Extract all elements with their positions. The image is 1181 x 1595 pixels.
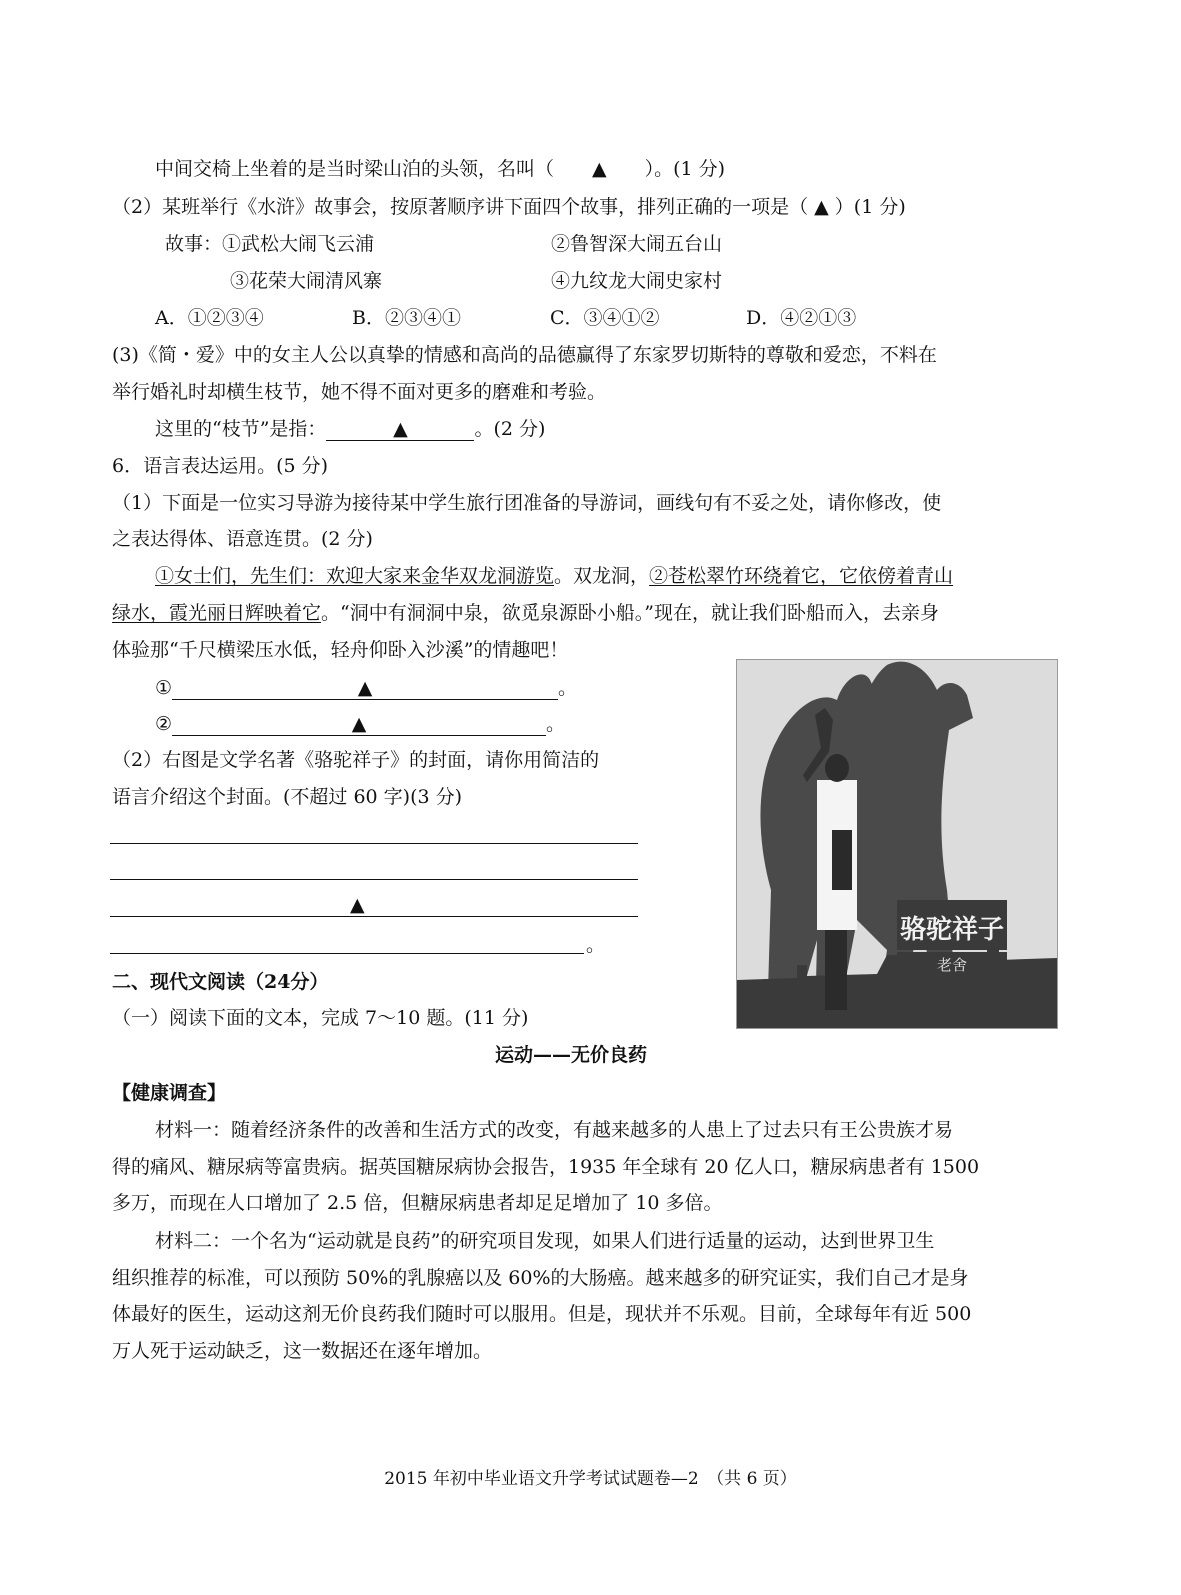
revision-2-blank[interactable]: [172, 713, 546, 736]
material2-line4: 万人死于运动缺乏，这一数据还在逐年增加。: [112, 1340, 493, 1362]
q5-part3-score: 。(2 分): [474, 418, 546, 440]
answer-triangle-2: ▲: [357, 677, 373, 699]
underlined-sentence-2b: 绿水，霞光丽日辉映着它: [112, 602, 322, 624]
q5-part3-line1: (3)《简・爱》中的女主人公以真挚的情感和高尚的品德赢得了东家罗切斯特的尊敬和爱恋，不料在: [112, 344, 937, 366]
answer-period: 。: [586, 934, 606, 956]
answer-line-3[interactable]: [110, 916, 638, 917]
answer-triangle-3: ▲: [351, 713, 367, 735]
answer-line-2[interactable]: [110, 879, 638, 880]
q5-part3-ask-text: 这里的“枝节”是指：: [155, 418, 327, 440]
page-footer: 2015 年初中毕业语文升学考试试题卷—2 （共 6 页）: [384, 1469, 797, 1489]
q6-title: 6．语言表达运用。(5 分): [112, 455, 329, 477]
answer-line-1[interactable]: [110, 843, 638, 844]
book-cover-image: [736, 659, 1058, 1029]
camel-figure-illustration: [737, 660, 1057, 1028]
answer-line-4[interactable]: [110, 953, 584, 954]
q5-line1: 中间交椅上坐着的是当时梁山泊的头领，名叫（ ▲ ）。(1 分): [155, 158, 726, 180]
revision-1-num: ①: [155, 677, 173, 699]
revision-1: [155, 676, 577, 700]
cover-title: 骆驼祥子: [899, 915, 1005, 945]
passage-line1: [155, 564, 953, 588]
story-label: 故事：: [165, 233, 223, 255]
cover-author: 老舍: [936, 956, 968, 974]
material1-line1: 材料一：随着经济条件的改善和生活方式的改变，有越来越多的人患上了过去只有王公贵族才易: [155, 1119, 954, 1141]
material1-line3: 多万，而现在人口增加了 2.5 倍，但糖尿病患者却足足增加了 10 多倍。: [112, 1192, 723, 1214]
material2-line2: 组织推荐的标准，可以预防 50%的乳腺癌以及 60%的大肠癌。越来越多的研究证实，我们自己才是身: [112, 1267, 969, 1289]
option-a: A．①②③④: [155, 307, 264, 329]
article-title: 运动——无价良药: [495, 1044, 648, 1066]
revision-1-period: 。: [558, 677, 578, 699]
underlined-sentence-2a: ②苍松翠竹环绕着它，它依傍着青山: [649, 565, 954, 587]
answer-triangle-4: ▲: [350, 894, 365, 916]
story-3: ③花荣大闹清风寨: [230, 270, 383, 292]
option-c: C．③④①②: [550, 307, 660, 329]
revision-1-blank[interactable]: [172, 677, 558, 700]
q6-part1-line2: 之表达得体、语意连贯。(2 分): [112, 528, 373, 550]
passage-line2: [112, 601, 939, 625]
passage-rest: 。“洞中有洞洞中泉，欲觅泉源卧小船。”现在，就让我们卧船而入，去亲身: [321, 602, 939, 624]
material2-line3: 体最好的医生，运动这剂无价良药我们随时可以服用。但是，现状并不乐观。目前，全球每年有近 500: [112, 1303, 972, 1325]
q6-part2-line1: （2）右图是文学名著《骆驼祥子》的封面，请你用简洁的: [112, 749, 600, 771]
material2-line1: 材料二：一个名为“运动就是良药”的研究项目发现，如果人们进行适量的运动，达到世界卫生: [155, 1230, 935, 1252]
story-4: ④九纹龙大闹史家村: [551, 270, 723, 292]
story-2: ②鲁智深大闹五台山: [551, 233, 723, 255]
section2-subtitle: （一）阅读下面的文本，完成 7～10 题。(11 分): [112, 1007, 529, 1029]
section-label: 【健康调查】: [112, 1082, 227, 1104]
q6-part2-line2: 语言介绍这个封面。(不超过 60 字)(3 分): [112, 786, 463, 808]
revision-2-num: ②: [155, 713, 173, 735]
q5-part3-line2: 举行婚礼时却横生枝节，她不得不面对更多的磨难和考验。: [112, 381, 607, 403]
revision-2-period: 。: [546, 713, 566, 735]
underlined-sentence-1: ①女士们，先生们：欢迎大家来金华双龙洞游览: [155, 565, 555, 587]
material1-line2: 得的痛风、糖尿病等富贵病。据英国糖尿病协会报告，1935 年全球有 20 亿人口，糖尿病患者有 1500: [112, 1156, 980, 1178]
passage-mid: 。双龙洞，: [554, 565, 650, 587]
passage-line3: 体验那“千尺横梁压水低，轻舟仰卧入沙溪”的情趣吧！: [112, 639, 569, 661]
answer-blank-zhijie[interactable]: [326, 418, 474, 441]
q6-part1-line1: （1）下面是一位实习导游为接待某中学生旅行团准备的导游词，画线句有不妥之处，请你修改，使: [112, 492, 942, 514]
story-1: [165, 232, 374, 256]
story-text-1: ①武松大闹飞云浦: [222, 233, 375, 255]
answer-triangle-1: ▲: [393, 418, 408, 440]
q5-part3-ask: [155, 417, 545, 441]
revision-2: [155, 712, 565, 736]
option-d: D．④②①③: [746, 307, 857, 329]
q5-part2-stem: （2）某班举行《水浒》故事会，按原著顺序讲下面四个故事，排列正确的一项是（ ▲ ）(1 分): [112, 196, 906, 218]
option-b: B．②③④①: [352, 307, 461, 329]
section2-title: 二、现代文阅读（24分）: [112, 971, 329, 993]
